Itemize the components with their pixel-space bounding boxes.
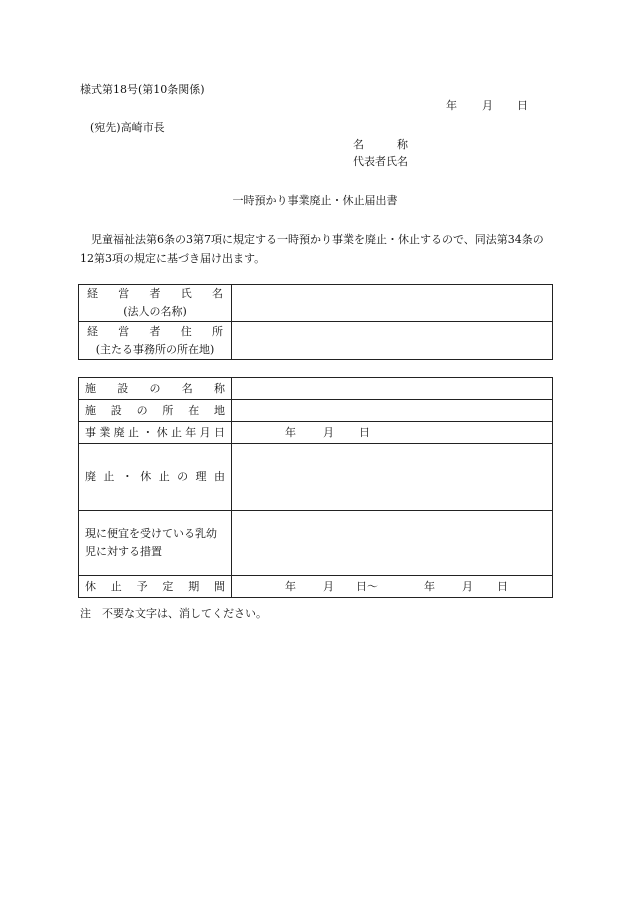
addressee: (宛先)高崎市長 <box>90 121 165 134</box>
applicant-name-label: 名 称 <box>353 138 408 151</box>
operator-address-value[interactable] <box>232 322 553 360</box>
operator-address-label: 経 営 者 住 所 (主たる事務所の所在地) <box>79 322 232 360</box>
measures-label: 現に便宜を受けている乳幼児に対する措置 <box>79 511 232 576</box>
operator-name-label: 経 営 者 氏 名 (法人の名称) <box>79 285 232 322</box>
suspension-period-value[interactable]: 年 月 日〜 年 月 日 <box>232 576 553 598</box>
suspension-period-label: 休 止 予 定 期 間 <box>79 576 232 598</box>
date-day: 日 <box>517 99 528 112</box>
footnote-prefix: 注 <box>80 607 91 620</box>
measures-value[interactable] <box>232 511 553 576</box>
facility-table <box>78 377 553 598</box>
facility-name-value[interactable] <box>232 378 553 400</box>
footnote-text: 不要な文字は、消してください。 <box>102 607 267 620</box>
date-month: 月 <box>482 99 493 112</box>
form-number: 様式第18号(第10条関係) <box>80 83 205 96</box>
closure-date-label: 事 業 廃 止 ・ 休 止 年 月 日 <box>79 422 232 444</box>
facility-name-label: 施 設 の 名 称 <box>79 378 232 400</box>
closure-date-value[interactable]: 年 月 日 <box>232 422 553 444</box>
reason-label: 廃 止 ・ 休 止 の 理 由 <box>79 444 232 511</box>
representative-name-label: 代表者氏名 <box>353 155 408 168</box>
facility-location-label: 施 設 の 所 在 地 <box>79 400 232 422</box>
operator-table <box>78 284 553 360</box>
document-title: 一時預かり事業廃止・休止届出書 <box>232 194 398 207</box>
body-text: 児童福祉法第6条の3第7項に規定する一時預かり事業を廃止・休止するので、同法第34条の12第3項の規定に基づき届け出ます。 <box>80 233 544 265</box>
reason-value[interactable] <box>232 444 553 511</box>
operator-name-value[interactable] <box>232 285 553 322</box>
facility-location-value[interactable] <box>232 400 553 422</box>
date-year: 年 <box>446 99 457 112</box>
